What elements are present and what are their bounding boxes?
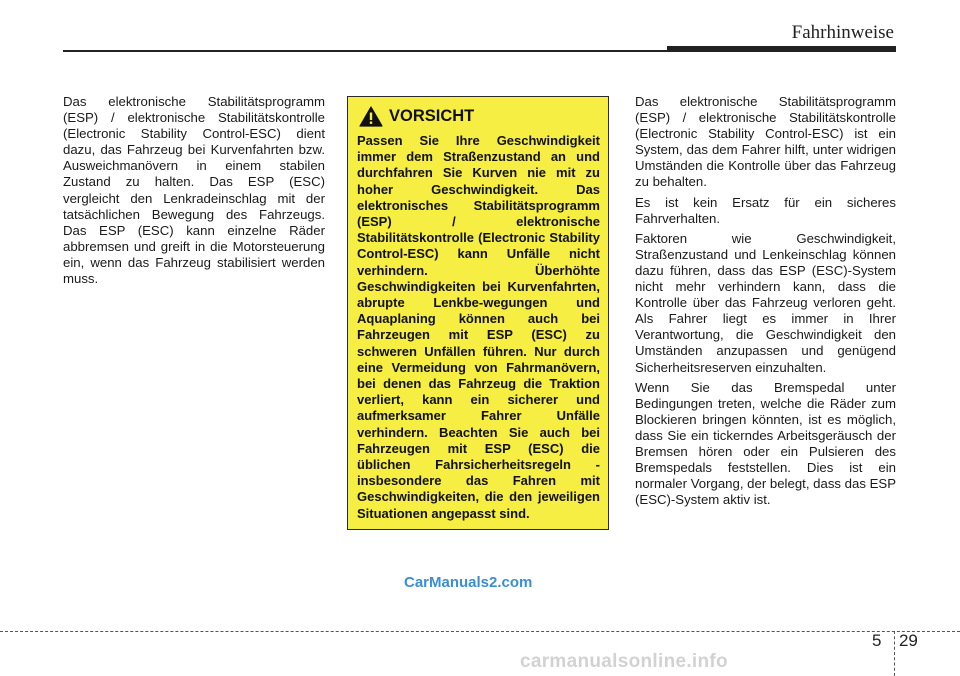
page-number-value: 29 xyxy=(898,631,918,650)
caution-header xyxy=(357,106,600,127)
right-paragraph-3: Faktoren wie Geschwindigkeit, Straßenzustand und Lenkeinschlag können dazu führen, dass das ESP (ESC)-System nicht mehr verhindern kann, dass die Kontrolle über das Fahrzeug verloren geht. Als Fahrer liegt es immer in Ihrer Verantwortung, die Geschwindigkeit den Umständen anzupassen und genügend Sicherheitsreserven einzuhalten. xyxy=(635,230,896,375)
right-paragraph-1: Das elektronische Stabilitätsprogramm (ESP) / elektronische Stabilitätskontrolle (Electronic Stability Control-ESC) ist ein System, das dem Fahrer hilft, unter widrigen Umständen die Kontrolle über das Fahrzeug zu behalten. xyxy=(635,94,896,190)
caution-text: Passen Sie Ihre Geschwindigkeit immer dem Straßenzustand an und durchfahren Sie Kurven nie mit zu hoher Geschwindigkeit. Das elektronisches Stabilitätsprogramm (ESP) / elektronische Stabilitätskontrolle (Electronic Stability Control-ESC) kann Unfälle nicht verhindern. Überhöhte Geschwindigkeiten bei Kurvenfahrten, abrupte Lenkbe-wegungen und Aquaplaning können auch bei Fahrzeugen mit ESP (ESC) zu schweren Unfällen führen. Nur durch eine Vermeidung von Fahrmanövern, bei denen das Fahrzeug die Traktion verliert, kann ein sicherer und aufmerksamer Fahrer Unfälle verhindern. Beachten Sie auch bei Fahrzeugen mit ESP (ESC) die üblichen Fahrsicherheitsregeln - insbesondere das Fahren mit Geschwindigkeiten, die den jeweiligen Situationen angepasst sind. xyxy=(357,133,600,521)
watermark-link[interactable]: CarManuals2.com xyxy=(404,574,533,591)
right-paragraph-4: Wenn Sie das Bremspedal unter Bedingungen treten, welche die Räder zum Blockieren bringen könnten, ist es möglich, dass Sie ein tickerndes Arbeitsgeräusch der Bremsen hören oder ein Pulsieren des Bremspedals feststellen. Dies ist ein normaler Vorgang, der belegt, dass das ESP (ESC)-System aktiv ist. xyxy=(635,379,896,508)
page-number-divider xyxy=(894,631,895,676)
chapter-number: 5 xyxy=(872,631,882,650)
left-paragraph: Das elektronische Stabilitätsprogramm (ESP) / elektronische Stabilitätskontrolle (Electronic Stability Control-ESC) dient dazu, das Fahrzeug bei Kurvenfahrten bzw. Ausweichmanövern in einem stabilen Zustand zu halten. Das ESP (ESC) vergleicht den Lenkradeinschlag mit der tatsächlichen Bewegung des Fahrzeugs. Das ESP (ESC) kann einzelne Räder abbremsen und greift in die Motorsteuerung ein, wenn das Fahrzeug stabilisiert werden muss. xyxy=(63,94,325,287)
left-column xyxy=(63,94,325,291)
warning-triangle-icon xyxy=(359,106,383,127)
page-header-title: Fahrhinweise xyxy=(791,22,894,43)
caution-title: VORSICHT xyxy=(389,107,475,125)
header-rule xyxy=(63,50,667,52)
right-column xyxy=(635,94,896,512)
header-rule-accent xyxy=(667,46,896,52)
right-paragraph-2: Es ist kein Ersatz für ein sicheres Fahrverhalten. xyxy=(635,194,896,226)
caution-box xyxy=(347,96,609,530)
footer-watermark: carmanualsonline.info xyxy=(520,651,728,672)
footer-rule xyxy=(0,631,960,632)
